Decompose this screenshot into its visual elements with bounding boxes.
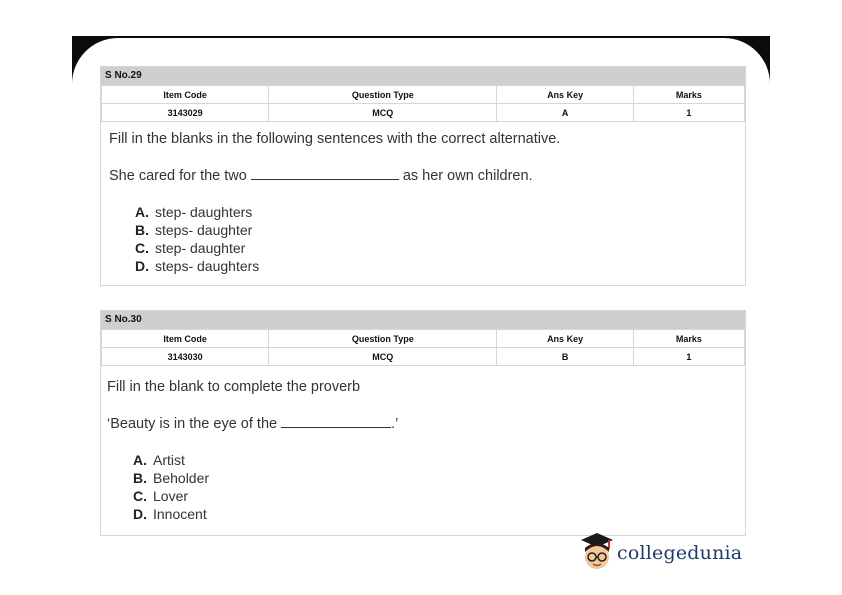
option-b: B. steps- daughter — [135, 222, 253, 238]
options-list — [133, 451, 209, 523]
sentence-after: as her own children. — [402, 168, 533, 184]
question-meta-table — [101, 85, 745, 122]
header-item-code: Item Code — [102, 330, 269, 348]
sentence-before: She cared for the two — [109, 168, 247, 184]
ans-key-value: B — [497, 348, 633, 366]
meta-header-row — [102, 330, 745, 348]
question-meta-table — [101, 329, 745, 366]
question-sentence — [109, 167, 533, 184]
meta-header-row — [102, 86, 745, 104]
question-type-value: MCQ — [269, 348, 497, 366]
option-d: D. Innocent — [133, 506, 207, 522]
header-ans-key: Ans Key — [497, 330, 633, 348]
marks-value: 1 — [633, 348, 744, 366]
option-c: C. step- daughter — [135, 240, 246, 256]
serial-number: S No.30 — [101, 311, 745, 329]
header-question-type: Question Type — [269, 330, 497, 348]
meta-value-row — [102, 348, 745, 366]
graduate-mascot-icon — [577, 530, 617, 578]
header-marks: Marks — [633, 86, 744, 104]
serial-number: S No.29 — [101, 67, 745, 85]
option-b: B. Beholder — [133, 470, 210, 486]
brand-name: collegedunia — [617, 542, 743, 564]
options-list — [135, 203, 259, 275]
header-question-type: Question Type — [269, 86, 497, 104]
question-card-29 — [100, 66, 746, 286]
option-a: A. Artist — [133, 452, 185, 468]
option-d: D. steps- daughters — [135, 258, 260, 274]
header-marks: Marks — [633, 330, 744, 348]
answer-blank — [251, 167, 399, 180]
question-instruction: Fill in the blank to complete the proverb — [107, 379, 361, 395]
option-a: A. step- daughters — [135, 204, 253, 220]
meta-value-row — [102, 104, 745, 122]
question-card-30 — [100, 310, 746, 536]
marks-value: 1 — [633, 104, 744, 122]
option-c: C. Lover — [133, 488, 189, 504]
sentence-after: .’ — [391, 416, 399, 432]
header-item-code: Item Code — [102, 86, 269, 104]
collegedunia-logo — [577, 530, 747, 578]
item-code-value: 3143030 — [102, 348, 269, 366]
question-instruction: Fill in the blanks in the following sentences with the correct alternative. — [109, 131, 561, 147]
header-ans-key: Ans Key — [497, 86, 633, 104]
question-sentence — [107, 415, 398, 432]
item-code-value: 3143029 — [102, 104, 269, 122]
sentence-before: ‘Beauty is in the eye of the — [107, 416, 278, 432]
question-type-value: MCQ — [269, 104, 497, 122]
ans-key-value: A — [497, 104, 633, 122]
answer-blank — [281, 415, 391, 428]
